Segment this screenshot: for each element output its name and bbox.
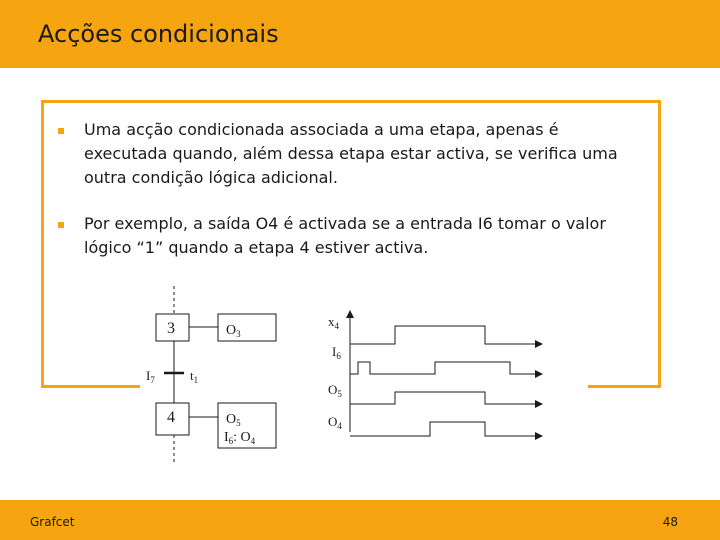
footer-bar (0, 500, 720, 540)
bullet-square-icon (58, 222, 64, 228)
page-number: 48 (662, 515, 678, 529)
step-4-action-2: $I_6$: $O_4$ (224, 430, 256, 446)
grafcet-diagram (140, 282, 560, 472)
step-3-label: 3 (167, 320, 175, 337)
timing-label-o4: $O_4$ (328, 414, 342, 431)
bullet-text: Uma acção condicionada associada a uma etapa, apenas é executada quando, além dessa etapa estar activa, se verifica uma outra condição lógica adicional. (84, 120, 618, 187)
timing-label-o5: $O_5$ (328, 382, 342, 399)
bullet-item (58, 118, 618, 190)
signal-o4 (350, 422, 535, 436)
step-4-label: 4 (167, 409, 175, 426)
step-4-action-1: $O_5$ (226, 412, 241, 428)
bullet-item (58, 212, 618, 260)
grafcet-figure (140, 282, 560, 472)
arrow-o5-icon (535, 400, 543, 408)
arrow-o4-icon (535, 432, 543, 440)
arrow-i6-icon (535, 370, 543, 378)
title-bar (0, 0, 720, 68)
timing-axis-arrow-icon (346, 310, 354, 318)
bullet-text: Por exemplo, a saída O4 é activada se a entrada I6 tomar o valor lógico “1” quando a etapa 4 estiver activa. (84, 214, 606, 257)
transition-right-label: $t_1$ (190, 368, 199, 385)
signal-o5 (350, 392, 535, 404)
frame-bottom-right-edge (588, 385, 661, 388)
footer-label: Grafcet (30, 515, 75, 529)
transition-left-label: $I_7$ (146, 368, 155, 385)
frame-bottom-left-edge (41, 385, 156, 388)
timing-label-x4: $x_4$ (328, 314, 339, 331)
signal-i6 (350, 362, 535, 374)
bullet-square-icon (58, 128, 64, 134)
timing-label-i6: $I_6$ (332, 344, 341, 361)
step-3-action-text: $O_3$ (226, 323, 241, 339)
arrow-x4-icon (535, 340, 543, 348)
signal-x4 (350, 326, 535, 344)
slide-title: Acções condicionais (38, 20, 279, 48)
